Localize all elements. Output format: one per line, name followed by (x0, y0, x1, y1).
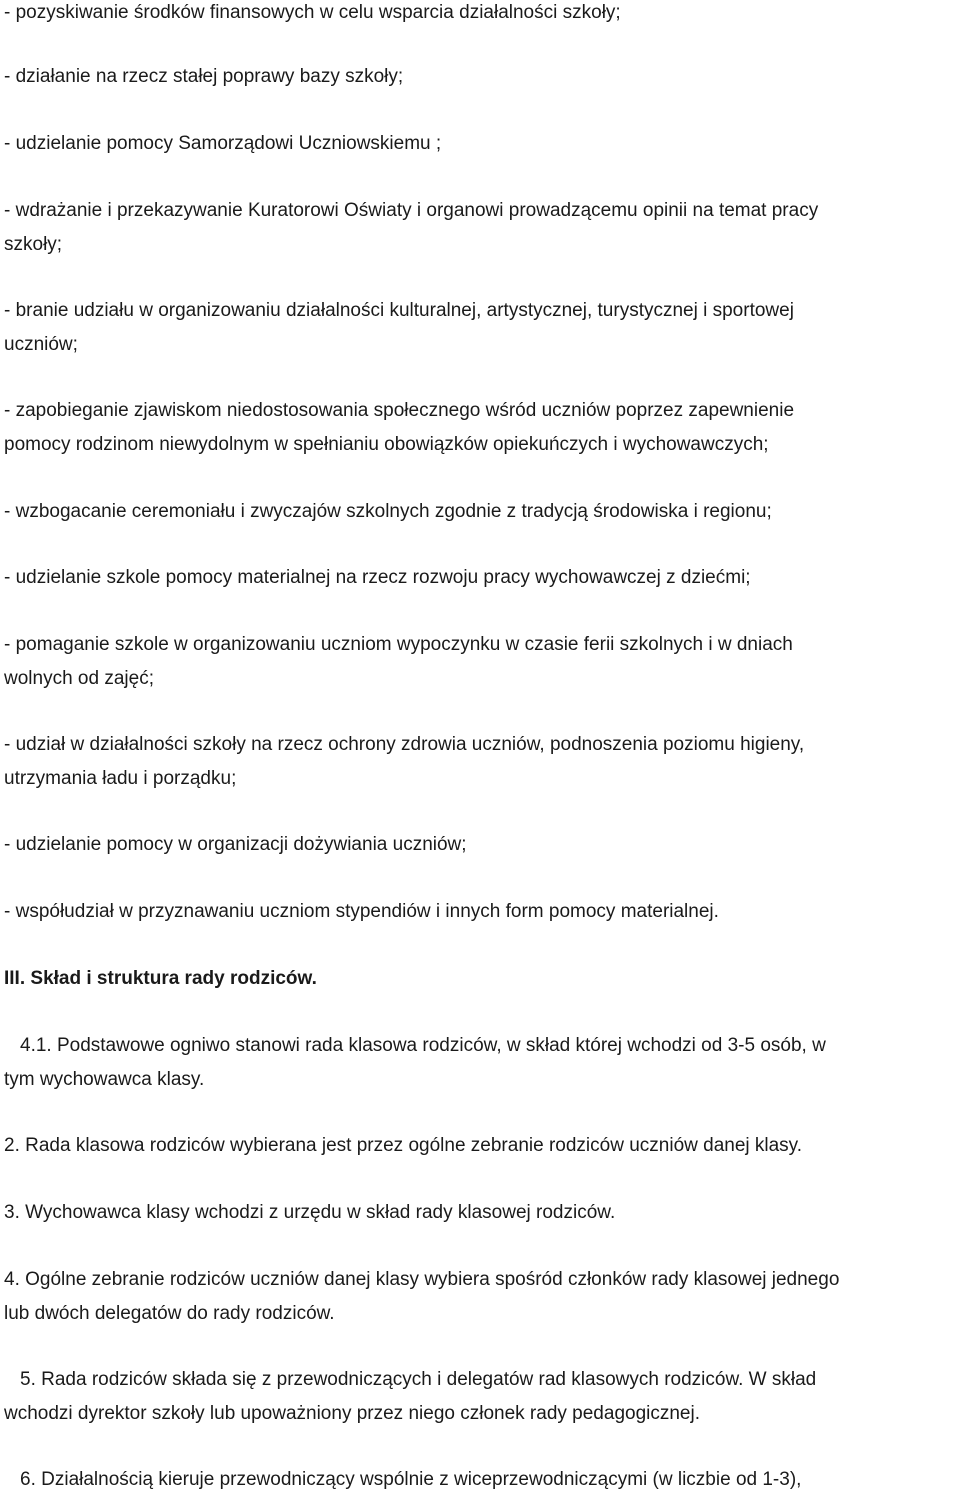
bullet-item (4, 828, 956, 862)
bullet-text: - współudział w przyznawaniu uczniom stypendiów i innych form pomocy materialnej. (4, 901, 719, 922)
numbered-text-line: tym wychowawca klasy. (4, 1068, 205, 1090)
numbered-text: 2. Rada klasowa rodziców wybierana jest przez ogólne zebranie rodziców uczniów danej klasy. (4, 1135, 803, 1156)
bullet-text: - udzielanie szkole pomocy materialnej na rzecz rozwoju pracy wychowawczej z dziećmi; (4, 567, 751, 588)
bullet-text-line: - zapobieganie zjawiskom niedostosowania społecznego wśród uczniów poprzez zapewnienie (4, 400, 795, 421)
bullet-text-line: szkoły; (4, 233, 63, 255)
bullet-item (4, 394, 956, 461)
bullet-text-line: wolnych od zajęć; (4, 667, 154, 689)
numbered-item (4, 1129, 956, 1163)
section-heading (4, 962, 956, 996)
section-heading-text: III. Skład i struktura rady rodziców. (4, 968, 317, 989)
bullet-text: - udzielanie pomocy Samorządowi Uczniowskiemu ; (4, 133, 442, 154)
bullet-text-line: - pomaganie szkole w organizowaniu uczniom wypoczynku w czasie ferii szkolnych i w dniach (4, 634, 793, 655)
numbered-item (4, 1263, 956, 1330)
bullet-item (4, 895, 956, 929)
bullet-item (4, 127, 956, 161)
bullet-item (4, 0, 956, 30)
bullet-text-line: - branie udziału w organizowaniu działalności kulturalnej, artystycznej, turystycznej i sportowej (4, 300, 794, 321)
numbered-item (4, 1196, 956, 1230)
bullet-item (4, 495, 956, 529)
numbered-text-line: 5. Rada rodziców składa się z przewodniczących i delegatów rad klasowych rodziców. W skład (20, 1369, 817, 1390)
numbered-item (4, 1463, 956, 1497)
bullet-item (4, 194, 956, 261)
bullet-text: - pozyskiwanie środków finansowych w celu wsparcia działalności szkoły; (4, 2, 621, 23)
numbered-item (4, 1363, 956, 1430)
bullet-text: - udzielanie pomocy w organizacji dożywiania uczniów; (4, 834, 467, 855)
bullet-text: - wzbogacanie ceremoniału i zwyczajów szkolnych zgodnie z tradycją środowiska i regionu; (4, 501, 772, 522)
bullet-text-line: pomocy rodzinom niewydolnym w spełnianiu obowiązków opiekuńczych i wychowawczych; (4, 433, 769, 455)
bullet-text-line: uczniów; (4, 333, 78, 355)
bullet-item (4, 728, 956, 795)
bullet-item (4, 60, 956, 94)
numbered-text: 3. Wychowawca klasy wchodzi z urzędu w skład rady klasowej rodziców. (4, 1202, 616, 1223)
numbered-text-line: lub dwóch delegatów do rady rodziców. (4, 1302, 335, 1324)
numbered-item (4, 1029, 956, 1096)
bullet-item (4, 294, 956, 361)
bullet-text-line: utrzymania ładu i porządku; (4, 767, 237, 789)
bullet-item (4, 628, 956, 695)
numbered-text-line: 6. Działalnością kieruje przewodniczący wspólnie z wiceprzewodniczącymi (w liczbie od 1-3), (20, 1469, 802, 1490)
bullet-item (4, 561, 956, 595)
numbered-text-line: 4. Ogólne zebranie rodziców uczniów danej klasy wybiera spośród członków rady klasowej jednego (4, 1269, 840, 1290)
bullet-text-line: - wdrażanie i przekazywanie Kuratorowi Oświaty i organowi prowadzącemu opinii na temat pracy (4, 200, 819, 221)
bullet-text-line: - udział w działalności szkoły na rzecz ochrony zdrowia uczniów, podnoszenia poziomu higieny, (4, 734, 805, 755)
bullet-text: - działanie na rzecz stałej poprawy bazy szkoły; (4, 66, 404, 87)
numbered-text-line: wchodzi dyrektor szkoły lub upoważniony przez niego członek rady pedagogicznej. (4, 1402, 700, 1424)
numbered-text-line: 4.1. Podstawowe ogniwo stanowi rada klasowa rodziców, w skład której wchodzi od 3-5 osób, w (20, 1035, 826, 1056)
